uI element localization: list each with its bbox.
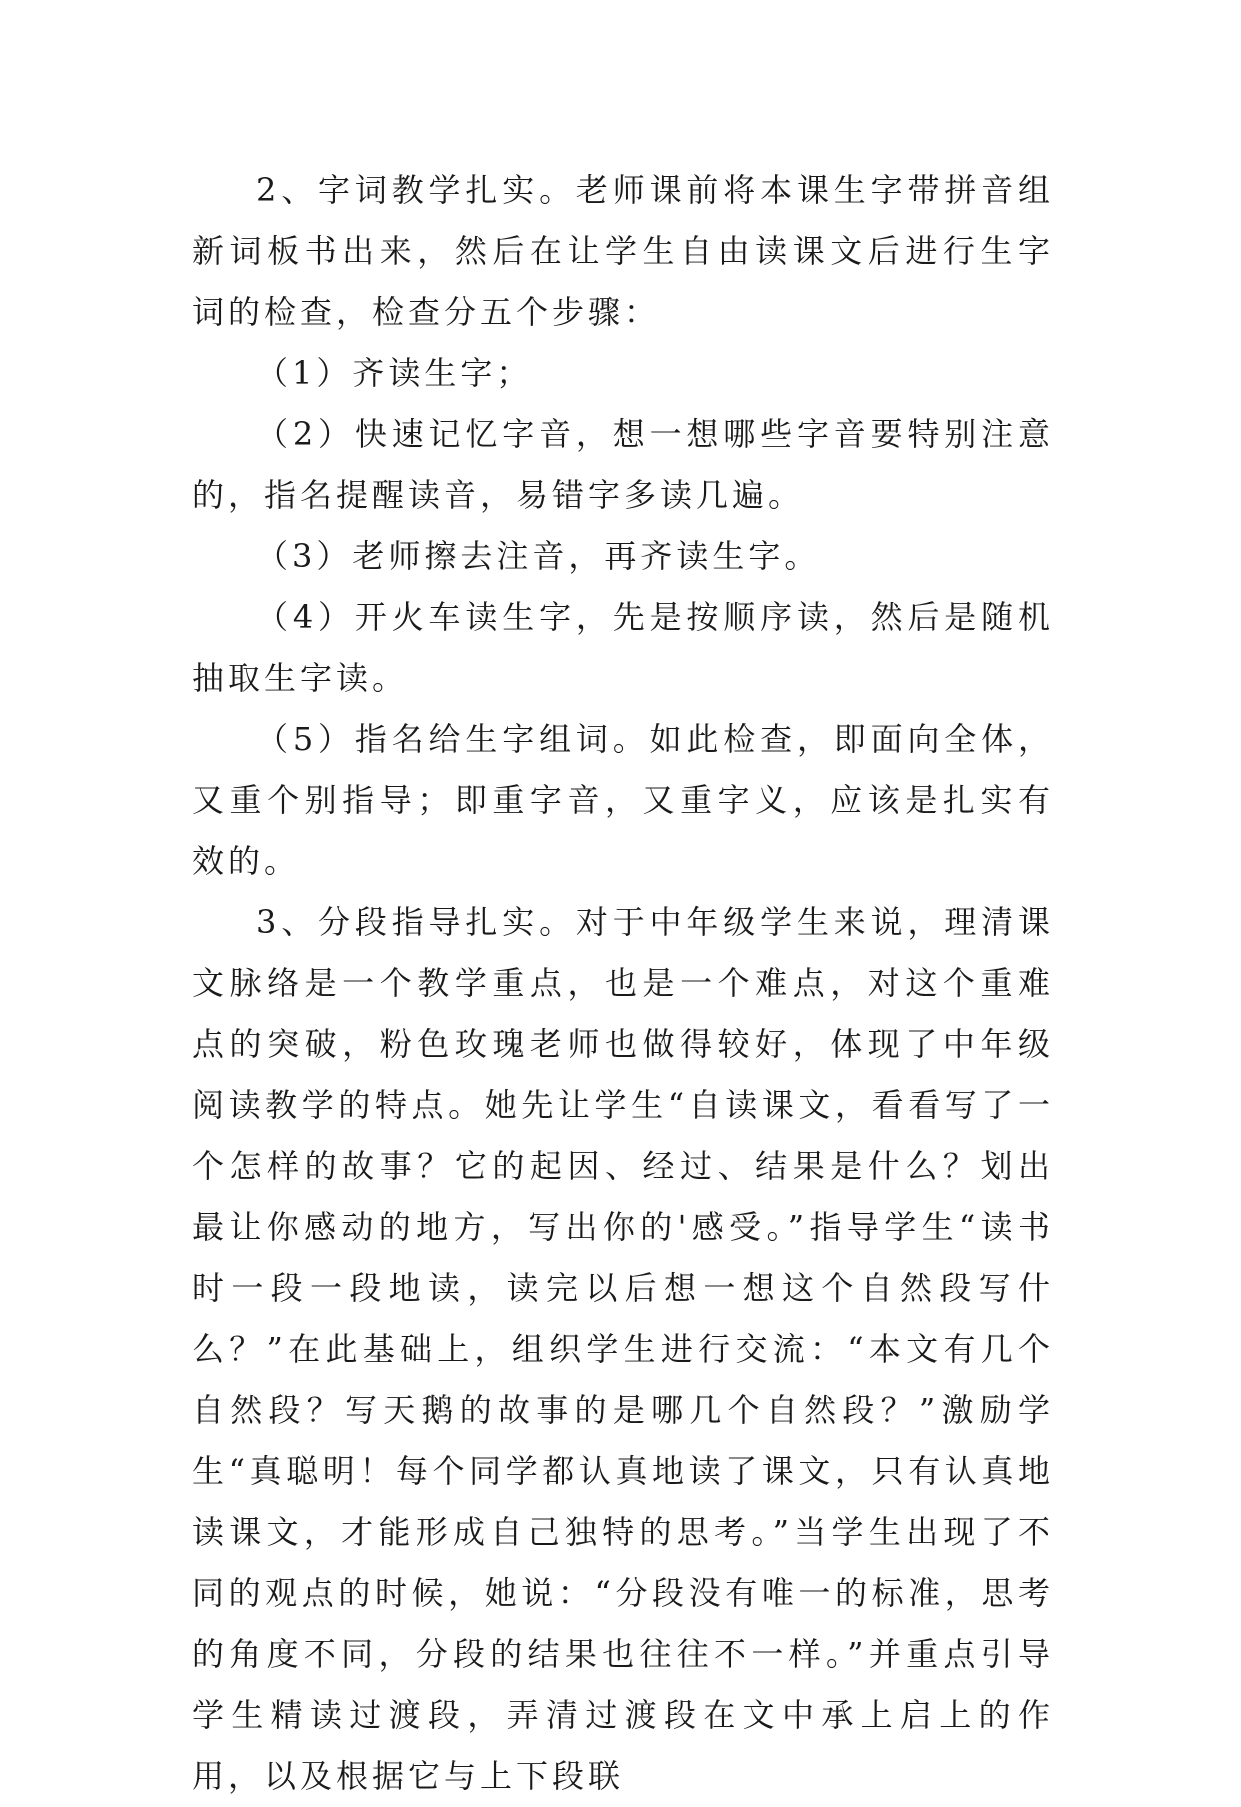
step-4: （4）开火车读生字，先是按顺序读，然后是随机抽取生字读。 [192, 598, 1054, 697]
paragraph-segment-guidance: 3、分段指导扎实。对于中年级学生来说，理清课文脉络是一个教学重点，也是一个难点，对这个重难点的突破，粉色玫瑰老师也做得较好，体现了中年级阅读教学的特点。她先让学生“自读课文，看看写了一个怎样的故事？它的起因、经过、结果是什么？划出最让你感动的地方，写出你的'感受。”指导学生“读书时一段一段地读，读完以后想一想这个自然段写什么？”在此基础上，组织学生进行交流：“本文有几个自然段？写天鹅的故事的是哪几个自然段？”激励学生“真聪明！每个同学都认真地读了课文，只有认真地读课文，才能形成自己独特的思考。”当学生出现了不同的观点的时候，她说：“分段没有唯一的标准，思考的角度不同，分段的结果也往往不一样。”并重点引导学生精读过渡段，弄清过渡段在文中承上启上的作用，以及根据它与上下段联 [192, 903, 1054, 1795]
body-text [192, 160, 1054, 1807]
step-2: （2）快速记忆字音，想一想哪些字音要特别注意的，指名提醒读音，易错字多读几遍。 [192, 415, 1054, 514]
step-5: （5）指名给生字组词。如此检查，即面向全体，又重个别指导；即重字音，又重字义，应该是扎实有效的。 [192, 720, 1054, 880]
step-1: （1）齐读生字； [256, 354, 533, 392]
paragraph-word-teaching: 2、字词教学扎实。老师课前将本课生字带拼音组新词板书出来，然后在让学生自由读课文后进行生字词的检查，检查分五个步骤： [192, 171, 1054, 331]
step-3: （3）老师擦去注音，再齐读生字。 [256, 537, 821, 575]
